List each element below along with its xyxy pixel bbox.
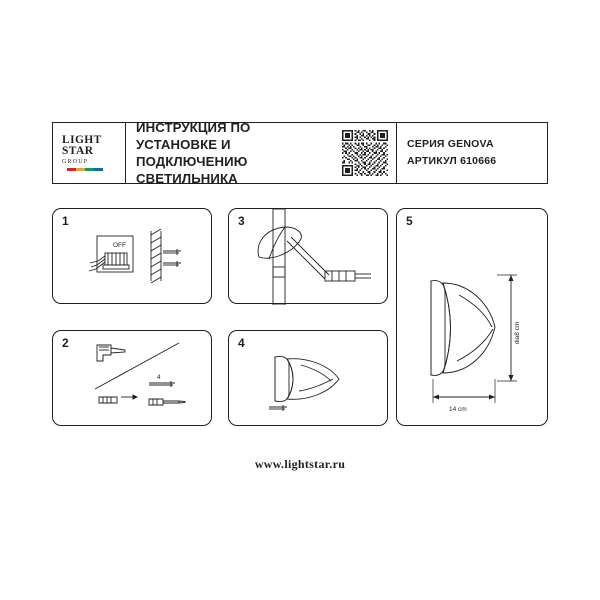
website-url[interactable]: www.lightstar.ru [254,457,346,471]
document-title [126,120,334,186]
step-panel-1 [52,208,212,304]
step-panel-2 [52,330,212,426]
off-label: OFF [113,242,126,249]
step-2-figure [53,331,213,427]
brand-name-line2: STAR [62,145,94,157]
step-number-1: 1 [62,214,69,228]
step-number-3: 3 [238,214,245,228]
step-number-2: 2 [62,336,69,350]
step-panel-5 [396,208,548,426]
screw-count-label: 4 [157,374,161,381]
height-dimension-label: dia8 cm [514,321,521,345]
title-line-2: ПОДКЛЮЧЕНИЮ СВЕТИЛЬНИКА [136,154,248,186]
product-meta [397,123,547,183]
qr-code-icon [334,123,396,183]
series-label: СЕРИЯ GENOVA [407,138,494,150]
step-panel-3 [228,208,388,304]
title-line-1: ИНСТРУКЦИЯ ПО УСТАНОВКЕ И [136,120,251,152]
step-number-4: 4 [238,336,245,350]
header [52,122,548,184]
brand-name-line3: GROUP [62,159,89,165]
step-3-figure [229,209,389,305]
step-1-figure [53,209,213,305]
brand-name-line1: LIGHT [62,134,102,146]
brand-color-bars [67,168,103,171]
footer [0,455,600,473]
step-5-figure [397,209,549,427]
step-panel-4 [228,330,388,426]
article-label: АРТИКУЛ 610666 [407,155,497,167]
width-dimension-label: 14 cm [449,406,467,413]
qr-code-svg [342,130,388,176]
step-4-figure [229,331,389,427]
brand-logo [53,123,125,183]
step-number-5: 5 [406,214,413,228]
